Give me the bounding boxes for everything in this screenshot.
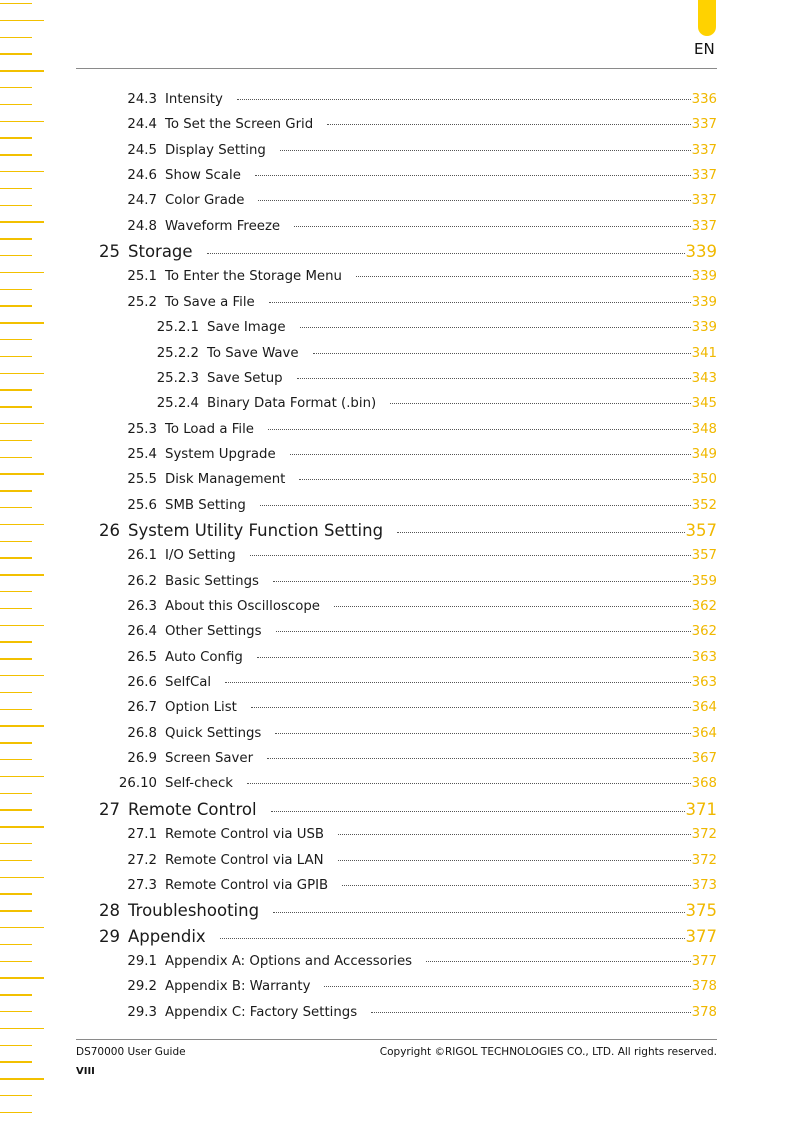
ruler-tick [0,709,32,710]
toc-entry-number: 24.5 [127,142,157,158]
footer-divider [76,1039,717,1040]
footer-copyright: Copyright ©RIGOL TECHNOLOGIES CO., LTD. All rights reserved. [379,1046,717,1058]
toc-entry-number: 27.2 [127,852,157,868]
toc-entry-number: 24.8 [127,218,157,234]
ruler-tick [0,473,44,474]
toc-entry-title[interactable]: Binary Data Format (.bin) [207,396,377,412]
toc-entry-page[interactable]: 363 [691,675,717,691]
toc-entry-number: 25.2.2 [156,345,199,361]
ruler-tick [0,205,32,206]
toc-entry-title[interactable]: Self-check [165,776,233,792]
ruler-tick [0,104,32,105]
toc-dot-leader [220,938,685,939]
toc-dot-leader [299,479,690,480]
ruler-tick [0,641,32,642]
toc-dot-leader [324,986,690,987]
toc-entry-number: 25.6 [127,497,157,513]
toc-entry[interactable] [86,193,717,211]
toc-entry-title[interactable]: Intensity [165,92,223,107]
toc-dot-leader [426,961,691,962]
ruler-tick [0,977,44,978]
toc-dot-leader [275,733,690,734]
toc-entry[interactable] [86,751,717,769]
toc-entry-number: 24.7 [127,193,157,209]
toc-entry-number: 25.2.1 [156,320,199,336]
ruler-tick [0,457,32,458]
toc-entry[interactable] [86,269,717,287]
toc-dot-leader [247,783,691,784]
toc-entry-page[interactable]: 337 [691,142,717,158]
toc-dot-leader [371,1012,690,1013]
toc-entry-page[interactable]: 349 [691,446,717,462]
toc-entry-title[interactable]: SelfCal [165,675,212,691]
ruler-tick [0,742,32,743]
toc-entry[interactable] [86,650,717,668]
toc-entry-number: 25.5 [127,472,157,488]
ruler-tick [0,121,44,122]
toc-entry-page[interactable]: 364 [691,725,717,741]
toc-entry-number: 25.3 [127,421,157,437]
toc-entry-number: 26.3 [127,599,157,614]
toc-entry-title[interactable]: System Upgrade [165,446,276,462]
toc-entry-number: 26.4 [127,624,157,640]
toc-entry[interactable] [86,521,717,543]
ruler-tick [0,524,44,525]
toc-entry-number: 26.1 [127,548,157,564]
toc-entry-title[interactable]: I/O Setting [165,548,236,564]
toc-entry-title[interactable]: Appendix B: Warranty [165,979,311,995]
ruler-tick [0,877,44,878]
toc-entry-number: 25.2.3 [156,370,199,386]
toc-entry[interactable] [86,776,717,794]
toc-entry-title[interactable]: Option List [165,700,237,716]
toc-entry-title[interactable]: Show Scale [165,168,241,184]
toc-entry[interactable] [86,295,717,313]
ruler-tick [0,3,32,4]
toc-entry-title[interactable]: System Utility Function Setting [128,520,384,540]
ruler-tick [0,507,32,508]
toc-entry-number: 29.3 [127,1004,157,1020]
ruler-tick [0,440,32,441]
toc-dot-leader [257,657,691,658]
toc-entry-number: 28 [99,901,120,921]
toc-dot-leader [327,124,690,125]
toc-entry[interactable] [86,853,717,871]
toc-dot-leader [297,378,691,379]
toc-entry-title[interactable]: Basic Settings [165,573,259,589]
ruler-tick [0,961,32,962]
toc-entry[interactable] [86,219,717,237]
toc-dot-leader [397,532,684,533]
toc-entry-title[interactable]: To Enter the Storage Menu [165,269,342,285]
ruler-tick [0,809,32,810]
ruler-tick [0,171,44,172]
toc-entry[interactable] [86,599,717,617]
ruler-tick [0,910,32,911]
toc-dot-leader [390,403,690,404]
ruler-tick [0,255,32,256]
toc-entry-page[interactable]: 357 [685,520,717,540]
ruler-tick [0,692,32,693]
toc-entry[interactable] [86,878,717,896]
toc-entry-number: 29.1 [127,953,157,969]
toc-dot-leader [342,885,690,886]
ruler-tick [0,625,44,626]
toc-entry-title[interactable]: Save Image [207,320,286,336]
toc-dot-leader [267,758,691,759]
ruler-tick [0,927,44,928]
toc-entry[interactable] [86,726,717,744]
toc-entry[interactable] [86,901,717,923]
toc-entry-number: 25 [99,242,120,262]
toc-entry-number: 25.2.4 [156,396,199,412]
toc-dot-leader [250,555,691,556]
toc-entry-number: 26.10 [118,776,157,792]
toc-dot-leader [251,707,691,708]
toc-dot-leader [294,226,691,227]
toc-entry-title[interactable]: Screen Saver [165,751,254,767]
toc-entry-title[interactable]: Appendix A: Options and Accessories [165,953,413,969]
toc-entry[interactable] [86,422,717,440]
ruler-tick [0,541,32,542]
toc-entry-page[interactable]: 363 [691,649,717,665]
toc-entry-title[interactable]: Quick Settings [165,725,262,741]
toc-entry[interactable] [86,1005,717,1023]
toc-entry[interactable] [86,92,717,110]
toc-entry-page[interactable]: 367 [691,751,717,767]
ruler-tick [0,53,32,54]
toc-entry-number: 24.4 [127,117,157,133]
ruler-tick [0,37,32,38]
toc-entry-title[interactable]: Display Setting [165,142,266,158]
toc-dot-leader [334,606,691,607]
language-label: EN [694,40,715,58]
toc-dot-leader [338,860,691,861]
toc-dot-leader [268,429,691,430]
toc-entry-number: 26.7 [127,700,157,716]
toc-entry[interactable] [86,242,717,264]
ruler-tick [0,406,32,407]
ruler-tick [0,137,32,138]
toc-entry[interactable] [86,700,717,718]
toc-entry-number: 26.5 [127,649,157,665]
ruler-tick [0,1045,32,1046]
toc-entry-page[interactable]: 378 [691,1004,717,1020]
toc-entry[interactable] [86,954,717,972]
ruler-tick [0,322,44,323]
toc-entry-page[interactable]: 373 [691,877,717,893]
toc-entry-page[interactable]: 337 [691,218,717,234]
toc-entry-page[interactable]: 357 [691,548,717,564]
toc-entry-title[interactable]: About this Oscilloscope [165,599,320,614]
ruler-tick [0,658,32,659]
toc-dot-leader [273,581,691,582]
toc-entry-page[interactable]: 362 [691,624,717,640]
toc-entry-title[interactable]: To Set the Screen Grid [165,117,314,133]
ruler-tick [0,70,44,71]
toc-dot-leader [207,253,685,254]
toc-dot-leader [356,276,691,277]
ruler-tick [0,1095,32,1096]
toc-dot-leader [313,353,691,354]
toc-entry-page[interactable]: 348 [691,421,717,437]
toc-entry-title[interactable]: Other Settings [165,624,262,640]
ruler-tick [0,893,32,894]
toc-entry-number: 24.3 [127,92,157,107]
toc-dot-leader [300,327,691,328]
toc-entry-title[interactable]: To Save Wave [207,345,299,361]
toc-entry-page[interactable]: 368 [691,776,717,792]
toc-entry-number: 26 [99,520,120,540]
toc-entry-title[interactable]: Remote Control via USB [165,827,325,843]
toc-entry[interactable] [86,472,717,490]
toc-entry-page[interactable]: 364 [691,700,717,716]
ruler-tick [0,759,32,760]
toc-entry-page[interactable]: 375 [685,901,717,921]
ruler-tick [0,389,32,390]
toc-entry-title[interactable]: Remote Control [128,799,257,819]
toc-entry-page[interactable]: 345 [691,396,717,412]
ruler-tick [0,776,44,777]
ruler-tick [0,608,32,609]
ruler-tick [0,188,32,189]
ruler-tick [0,843,32,844]
ruler-tick [0,826,44,827]
toc-entry-page[interactable]: 339 [685,242,717,262]
toc-dot-leader [260,505,691,506]
toc-entry-page[interactable]: 339 [691,269,717,285]
toc-entry[interactable] [86,927,717,949]
toc-entry-title[interactable]: Remote Control via GPIB [165,877,329,893]
toc-dot-leader [338,834,691,835]
toc-dot-leader [276,631,691,632]
ruler-tick [0,574,44,575]
ruler-tick [0,423,44,424]
margin-ruler [0,0,48,1122]
toc-dot-leader [280,150,691,151]
toc-entry-title[interactable]: Appendix [128,926,206,946]
toc-entry-title[interactable]: Save Setup [207,370,283,386]
ruler-tick [0,238,32,239]
ruler-tick [0,373,44,374]
toc-entry-page[interactable]: 378 [691,979,717,995]
ruler-tick [0,490,32,491]
ruler-tick [0,289,32,290]
toc-entry[interactable] [86,800,717,822]
ruler-tick [0,1112,32,1113]
toc-entry-title[interactable]: Disk Management [165,472,286,488]
ruler-tick [0,994,32,995]
toc-entry-page[interactable]: 337 [691,168,717,184]
toc-entry-number: 26.9 [127,751,157,767]
toc-entry-number: 29.2 [127,979,157,995]
ruler-tick [0,87,32,88]
ruler-tick [0,356,32,357]
toc-entry-title[interactable]: Waveform Freeze [165,218,281,234]
footer-document-title: DS70000 User Guide [76,1046,186,1058]
ruler-tick [0,1061,32,1062]
toc-entry[interactable] [86,371,717,389]
toc-entry-number: 27 [99,799,120,819]
page-number: VIII [76,1066,95,1077]
toc-entry-title[interactable]: Storage [128,242,193,262]
ruler-tick [0,944,32,945]
ruler-tick [0,557,32,558]
ruler-tick [0,272,44,273]
toc-dot-leader [271,811,685,812]
toc-entry-title[interactable]: To Save a File [165,294,255,310]
toc-dot-leader [290,454,691,455]
toc-entry[interactable] [86,143,717,161]
toc-entry-page[interactable]: 377 [685,926,717,946]
toc-entry-page[interactable]: 362 [691,599,717,614]
ruler-tick [0,860,32,861]
toc-entry-page[interactable]: 371 [685,799,717,819]
ruler-tick [0,1028,44,1029]
toc-entry-number: 25.1 [127,269,157,285]
toc-entry[interactable] [86,346,717,364]
ruler-tick [0,1078,44,1079]
toc-entry-title[interactable]: Remote Control via LAN [165,852,324,868]
toc-entry-title[interactable]: To Load a File [165,421,254,437]
toc-entry[interactable] [86,320,717,338]
toc-entry-title[interactable]: Auto Config [165,649,243,665]
toc-entry[interactable] [86,548,717,566]
toc-entry-title[interactable]: Troubleshooting [128,901,260,921]
toc-entry-number: 26.2 [127,573,157,589]
toc-entry[interactable] [86,396,717,414]
toc-entry-number: 26.8 [127,725,157,741]
toc-entry-page[interactable]: 339 [691,294,717,310]
toc-entry[interactable] [86,168,717,186]
ruler-tick [0,675,44,676]
toc-entry-title[interactable]: Color Grade [165,193,245,209]
language-tab [698,0,716,36]
toc-entry-page[interactable]: 359 [691,573,717,589]
toc-dot-leader [225,682,690,683]
toc-entry[interactable] [86,574,717,592]
ruler-tick [0,20,44,21]
toc-entry-number: 24.6 [127,168,157,184]
toc-entry[interactable] [86,827,717,845]
toc-entry-page[interactable]: 337 [691,193,717,209]
toc-dot-leader [273,912,684,913]
toc-entry-page[interactable]: 339 [691,320,717,336]
toc-entry-number: 29 [99,926,120,946]
ruler-tick [0,154,32,155]
toc-entry-page[interactable]: 337 [691,117,717,133]
ruler-tick [0,221,44,222]
header-divider [76,68,717,69]
toc-entry[interactable] [86,447,717,465]
toc-entry[interactable] [86,675,717,693]
toc-entry-page[interactable]: 352 [691,497,717,513]
toc-entry-page[interactable]: 372 [691,852,717,868]
toc-entry-title[interactable]: SMB Setting [165,497,246,513]
ruler-tick [0,725,44,726]
toc-entry-page[interactable]: 336 [691,92,717,107]
toc-entry-page[interactable]: 343 [691,370,717,386]
toc-entry-number: 25.2 [127,294,157,310]
toc-dot-leader [237,99,691,100]
toc-dot-leader [258,200,690,201]
ruler-tick [0,339,32,340]
toc-entry[interactable] [86,979,717,997]
ruler-tick [0,591,32,592]
toc-entry-number: 26.6 [127,675,157,691]
ruler-tick [0,1011,32,1012]
toc-entry[interactable] [86,117,717,135]
toc-entry-page[interactable]: 350 [691,472,717,488]
toc-dot-leader [269,302,691,303]
toc-entry-page[interactable]: 377 [691,953,717,969]
toc-entry-page[interactable]: 372 [691,827,717,843]
toc-entry-number: 27.1 [127,827,157,843]
ruler-tick [0,793,32,794]
toc-dot-leader [255,175,691,176]
toc-entry[interactable] [86,624,717,642]
toc-entry-number: 25.4 [127,446,157,462]
toc-entry-page[interactable]: 341 [691,345,717,361]
toc-entry-number: 27.3 [127,877,157,893]
ruler-tick [0,305,32,306]
toc-entry-title[interactable]: Appendix C: Factory Settings [165,1004,358,1020]
toc-entry[interactable] [86,498,717,516]
